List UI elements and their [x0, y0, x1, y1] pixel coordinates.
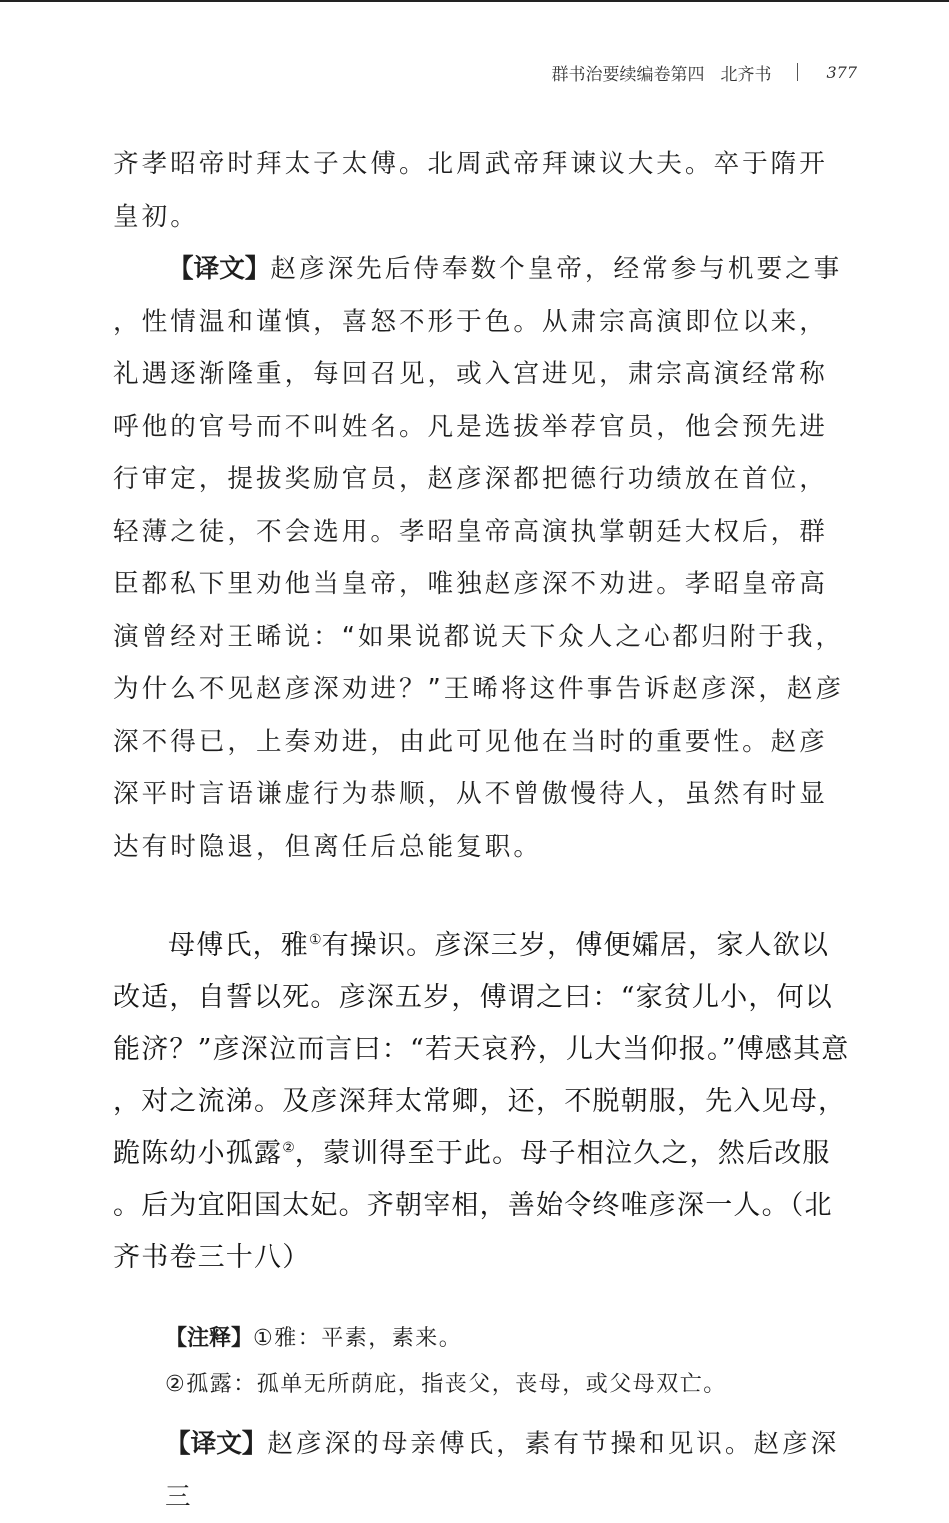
top-border-rule	[0, 0, 949, 2]
page-number: 377	[826, 62, 857, 82]
translation-paragraph-1	[113, 243, 851, 873]
translation-paragraph-2	[113, 1418, 851, 1523]
original-text-paragraph	[113, 920, 851, 1284]
original-text-c: ，蒙训得至于此。母子相泣久之，然后改服。后为宜阳国太妃。齐朝宰相，善始令终唯彦深一人。（北齐书卷三十八）	[113, 1138, 833, 1273]
note-1	[113, 1316, 851, 1362]
translation-tag-2: 【译文】	[165, 1429, 268, 1459]
running-head-chapter: 北齐书	[720, 64, 772, 85]
footnote-marker-2: ②	[282, 1140, 295, 1156]
translation-text-1: 赵彦深先后侍奉数个皇帝，经常参与机要之事，性情温和谨慎，喜怒不形于色。从肃宗高演即位以来，礼遇逐渐隆重，每回召见，或入宫进见，肃宗高演经常称呼他的官号而不叫姓名。凡是选拔举荐官员，他会预先进行审定，提拔奖励官员，赵彦深都把德行功绩放在首位，轻薄之徒，不会选用。孝昭皇帝高演执掌朝廷大权后，群臣都私下里劝他当皇帝，唯独赵彦深不劝进。孝昭皇帝高演曾经对王晞说：“如果说都说天下众人之心都归附于我，为什么不见赵彦深劝进？”王晞将这件事告诉赵彦深，赵彦深不得已，上奏劝进，由此可见他在当时的重要性。赵彦深平时言语谦虚行为恭顺，从不曾傲慢待人，虽然有时显达有时隐退，但离任后总能复职。	[113, 254, 845, 862]
notes-tag: 【注释】	[165, 1326, 254, 1351]
translation-tag: 【译文】	[168, 254, 271, 284]
note-1-text: ①雅：平素，素来。	[253, 1326, 463, 1351]
original-text-b: 有操识。彦深三岁，傅便孀居，家人欲以改适，自誓以死。彦深五岁，傅谓之曰：“家贫儿小，何以能济？”彦深泣而言曰：“若天哀矜，儿大当仰报。”傅感其意，对之流涕。及彦深拜太常卿，还，不脱朝服，先入见母，跪陈幼小孤露	[113, 930, 850, 1169]
page-body	[113, 138, 851, 1523]
running-head-book-title: 群书治要续编卷第四	[551, 64, 705, 85]
original-text-a: 母傅氏，雅	[168, 930, 309, 961]
continuation-text: 齐孝昭帝时拜太子太傅。北周武帝拜谏议大夫。卒于隋开皇初。	[113, 149, 828, 232]
footnote-marker-1: ①	[309, 932, 322, 948]
translation-text-2: 赵彦深的母亲傅氏，素有节操和见识。赵彦深三	[165, 1429, 840, 1512]
note-2: ②孤露：孤单无所荫庇，指丧父，丧母，或父母双亡。	[165, 1372, 727, 1397]
running-head	[551, 58, 857, 86]
running-head-separator	[797, 63, 798, 81]
